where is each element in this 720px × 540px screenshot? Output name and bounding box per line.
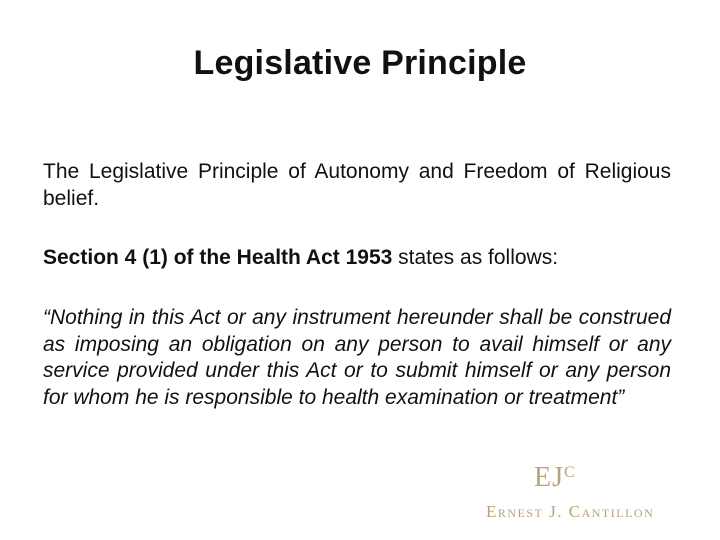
logo-monogram-sup: C xyxy=(564,464,576,481)
intro-paragraph: The Legislative Principle of Autonomy and Freedom of Religious belief. xyxy=(43,160,671,210)
slide-body xyxy=(43,158,671,411)
section-reference-rest: states as follows: xyxy=(392,246,559,269)
logo-monogram xyxy=(534,462,576,494)
slide-title: Legislative Principle xyxy=(193,44,527,82)
logo-name: Ernest J. Cantillon xyxy=(486,502,655,521)
section-reference xyxy=(43,244,671,271)
ejc-logo xyxy=(486,462,716,532)
logo-monogram-main: EJ xyxy=(534,462,564,493)
section-reference-bold: Section 4 (1) of the Health Act 1953 xyxy=(43,246,393,269)
statute-quote: “Nothing in this Act or any instrument hereunder shall be construed as imposing an obligation on any person to avail himself or any service provided under this Act or to submit himself or any person for whom he is responsible to health examination or treatment” xyxy=(43,306,671,409)
